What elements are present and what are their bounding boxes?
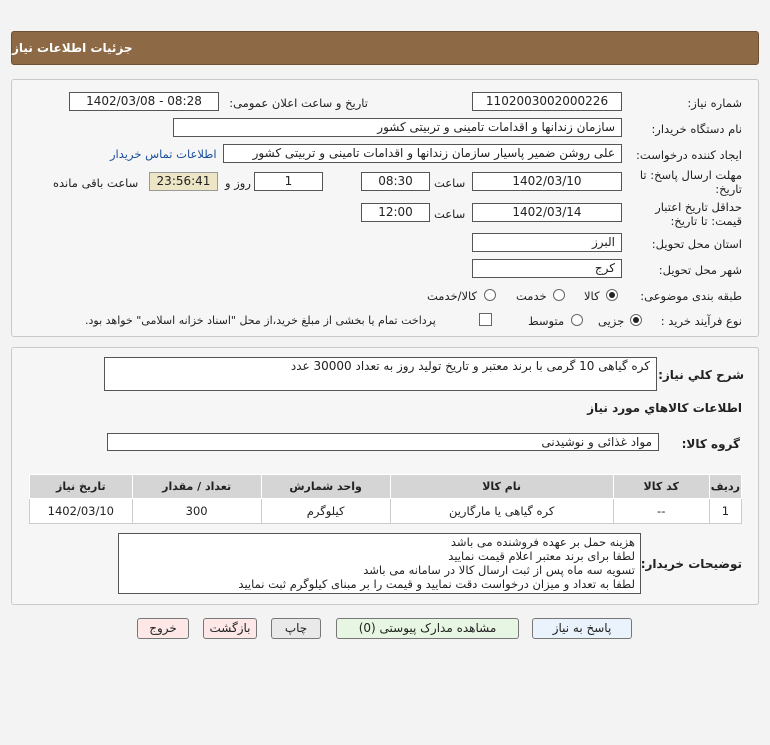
buyer-org-label: نام دستگاه خریدار: [651, 122, 742, 136]
print-button[interactable]: چاپ [271, 618, 321, 639]
days-label: روز و [225, 176, 251, 190]
price-validity-label: حداقل تاریخ اعتبار قیمت: تا تاریخ: [655, 200, 742, 228]
col-header-unit: واحد شمارش [261, 475, 390, 499]
col-header-row: ردیف [709, 475, 741, 499]
buyer-contact-link[interactable]: اطلاعات تماس خریدار [110, 147, 217, 161]
purchase-type-label: نوع فرآیند خرید : [660, 314, 742, 328]
buyer-notes-label: توضیحات خریدار: [640, 557, 742, 571]
buyer-org-field: سازمان زندانها و اقدامات تامینی و تربیتی کشور [173, 118, 622, 137]
response-deadline-date: 1402/03/10 [472, 172, 622, 191]
response-time-label: ساعت [434, 176, 466, 190]
description-field: کره گیاهی 10 گرمی با برند معتبر و تاریخ تولید روز به تعداد 30000 عدد [104, 357, 657, 391]
treasury-payment-note: پرداخت تمام یا بخشی از مبلغ خرید،از محل "اسناد خزانه اسلامی" خواهد بود. [85, 314, 436, 327]
reply-button[interactable]: پاسخ به نیاز [532, 618, 632, 639]
announce-datetime-label: تاریخ و ساعت اعلان عمومی: [229, 96, 368, 110]
category-option-goods-service: کالا/خدمت [427, 289, 478, 303]
purchase-radio-medium[interactable] [571, 314, 583, 326]
buyer-note-line: تسویه سه ماه پس از ثبت ارسال کالا در سامانه می باشد [363, 563, 635, 577]
goods-group-label: گروه کالا: [681, 437, 740, 451]
remaining-time-field: 23:56:41 [149, 172, 218, 191]
goods-table-header [30, 475, 742, 499]
category-radio-goods-service[interactable] [484, 289, 496, 301]
response-deadline-time: 08:30 [361, 172, 430, 191]
cell-need-date: 1402/03/10 [30, 499, 133, 524]
response-deadline-label: مهلت ارسال پاسخ: تا تاریخ: [639, 168, 742, 196]
category-option-service: خدمت [516, 289, 547, 303]
view-attachments-button[interactable]: مشاهده مدارک پیوستی (0) [336, 618, 519, 639]
price-validity-date: 1402/03/14 [472, 203, 622, 222]
category-radio-service[interactable] [553, 289, 565, 301]
province-field: البرز [472, 233, 622, 252]
price-validity-time-label: ساعت [434, 207, 466, 221]
province-label: استان محل تحویل: [651, 237, 742, 251]
back-button[interactable]: بازگشت [203, 618, 257, 639]
page-title-bar [11, 31, 759, 65]
col-header-need-date: تاریخ نیاز [30, 475, 133, 499]
remaining-time-label: ساعت باقی مانده [53, 176, 139, 190]
col-header-code: کد کالا [613, 475, 709, 499]
need-number-label: شماره نیاز: [687, 96, 742, 110]
cell-name: کره گیاهی یا مارگارین [390, 499, 613, 524]
goods-table [29, 474, 742, 524]
col-header-quantity: تعداد / مقدار [132, 475, 261, 499]
goods-info-title: اطلاعات کالاهاي مورد نياز [587, 401, 742, 415]
category-option-goods: کالا [584, 289, 600, 303]
announce-datetime-field: 1402/03/08 - 08:28 [69, 92, 219, 111]
city-field: کرج [472, 259, 622, 278]
cell-quantity: 300 [132, 499, 261, 524]
goods-group-field: مواد غذائی و نوشیدنی [107, 433, 659, 451]
col-header-name: نام کالا [390, 475, 613, 499]
cell-code: -- [613, 499, 709, 524]
buyer-note-line: هزینه حمل بر عهده فروشنده می باشد [450, 535, 635, 549]
table-row [30, 499, 742, 524]
buyer-note-line: لطفا به تعداد و میزان درخواست دقت نمایید و قیمت را بر مبنای کیلوگرم ثبت نمایید [238, 577, 635, 591]
category-label: طبقه بندی موضوعی: [640, 289, 742, 303]
price-validity-time: 12:00 [361, 203, 430, 222]
requester-field: علی روشن ضمیر پاسیار سازمان زندانها و اقدامات تامینی و تربیتی کشور [223, 144, 622, 163]
purchase-radio-minor[interactable] [630, 314, 642, 326]
page-title: جزئیات اطلاعات نیاز [12, 41, 133, 55]
buyer-notes-field [118, 533, 641, 594]
cell-unit: کیلوگرم [261, 499, 390, 524]
cell-row-number: 1 [709, 499, 741, 524]
need-number-field: 1102003002000226 [472, 92, 622, 111]
response-days-field: 1 [254, 172, 323, 191]
purchase-option-medium: متوسط [528, 314, 565, 328]
description-label: شرح کلي نياز: [658, 368, 744, 382]
treasury-payment-checkbox[interactable] [479, 313, 492, 326]
purchase-option-minor: جزیی [598, 314, 625, 328]
category-radio-goods[interactable] [606, 289, 618, 301]
buyer-note-line: لطفا برای برند معتبر اعلام قیمت نمایید [448, 549, 635, 563]
requester-label: ایجاد کننده درخواست: [636, 148, 742, 162]
city-label: شهر محل تحویل: [658, 263, 742, 277]
exit-button[interactable]: خروج [137, 618, 189, 639]
